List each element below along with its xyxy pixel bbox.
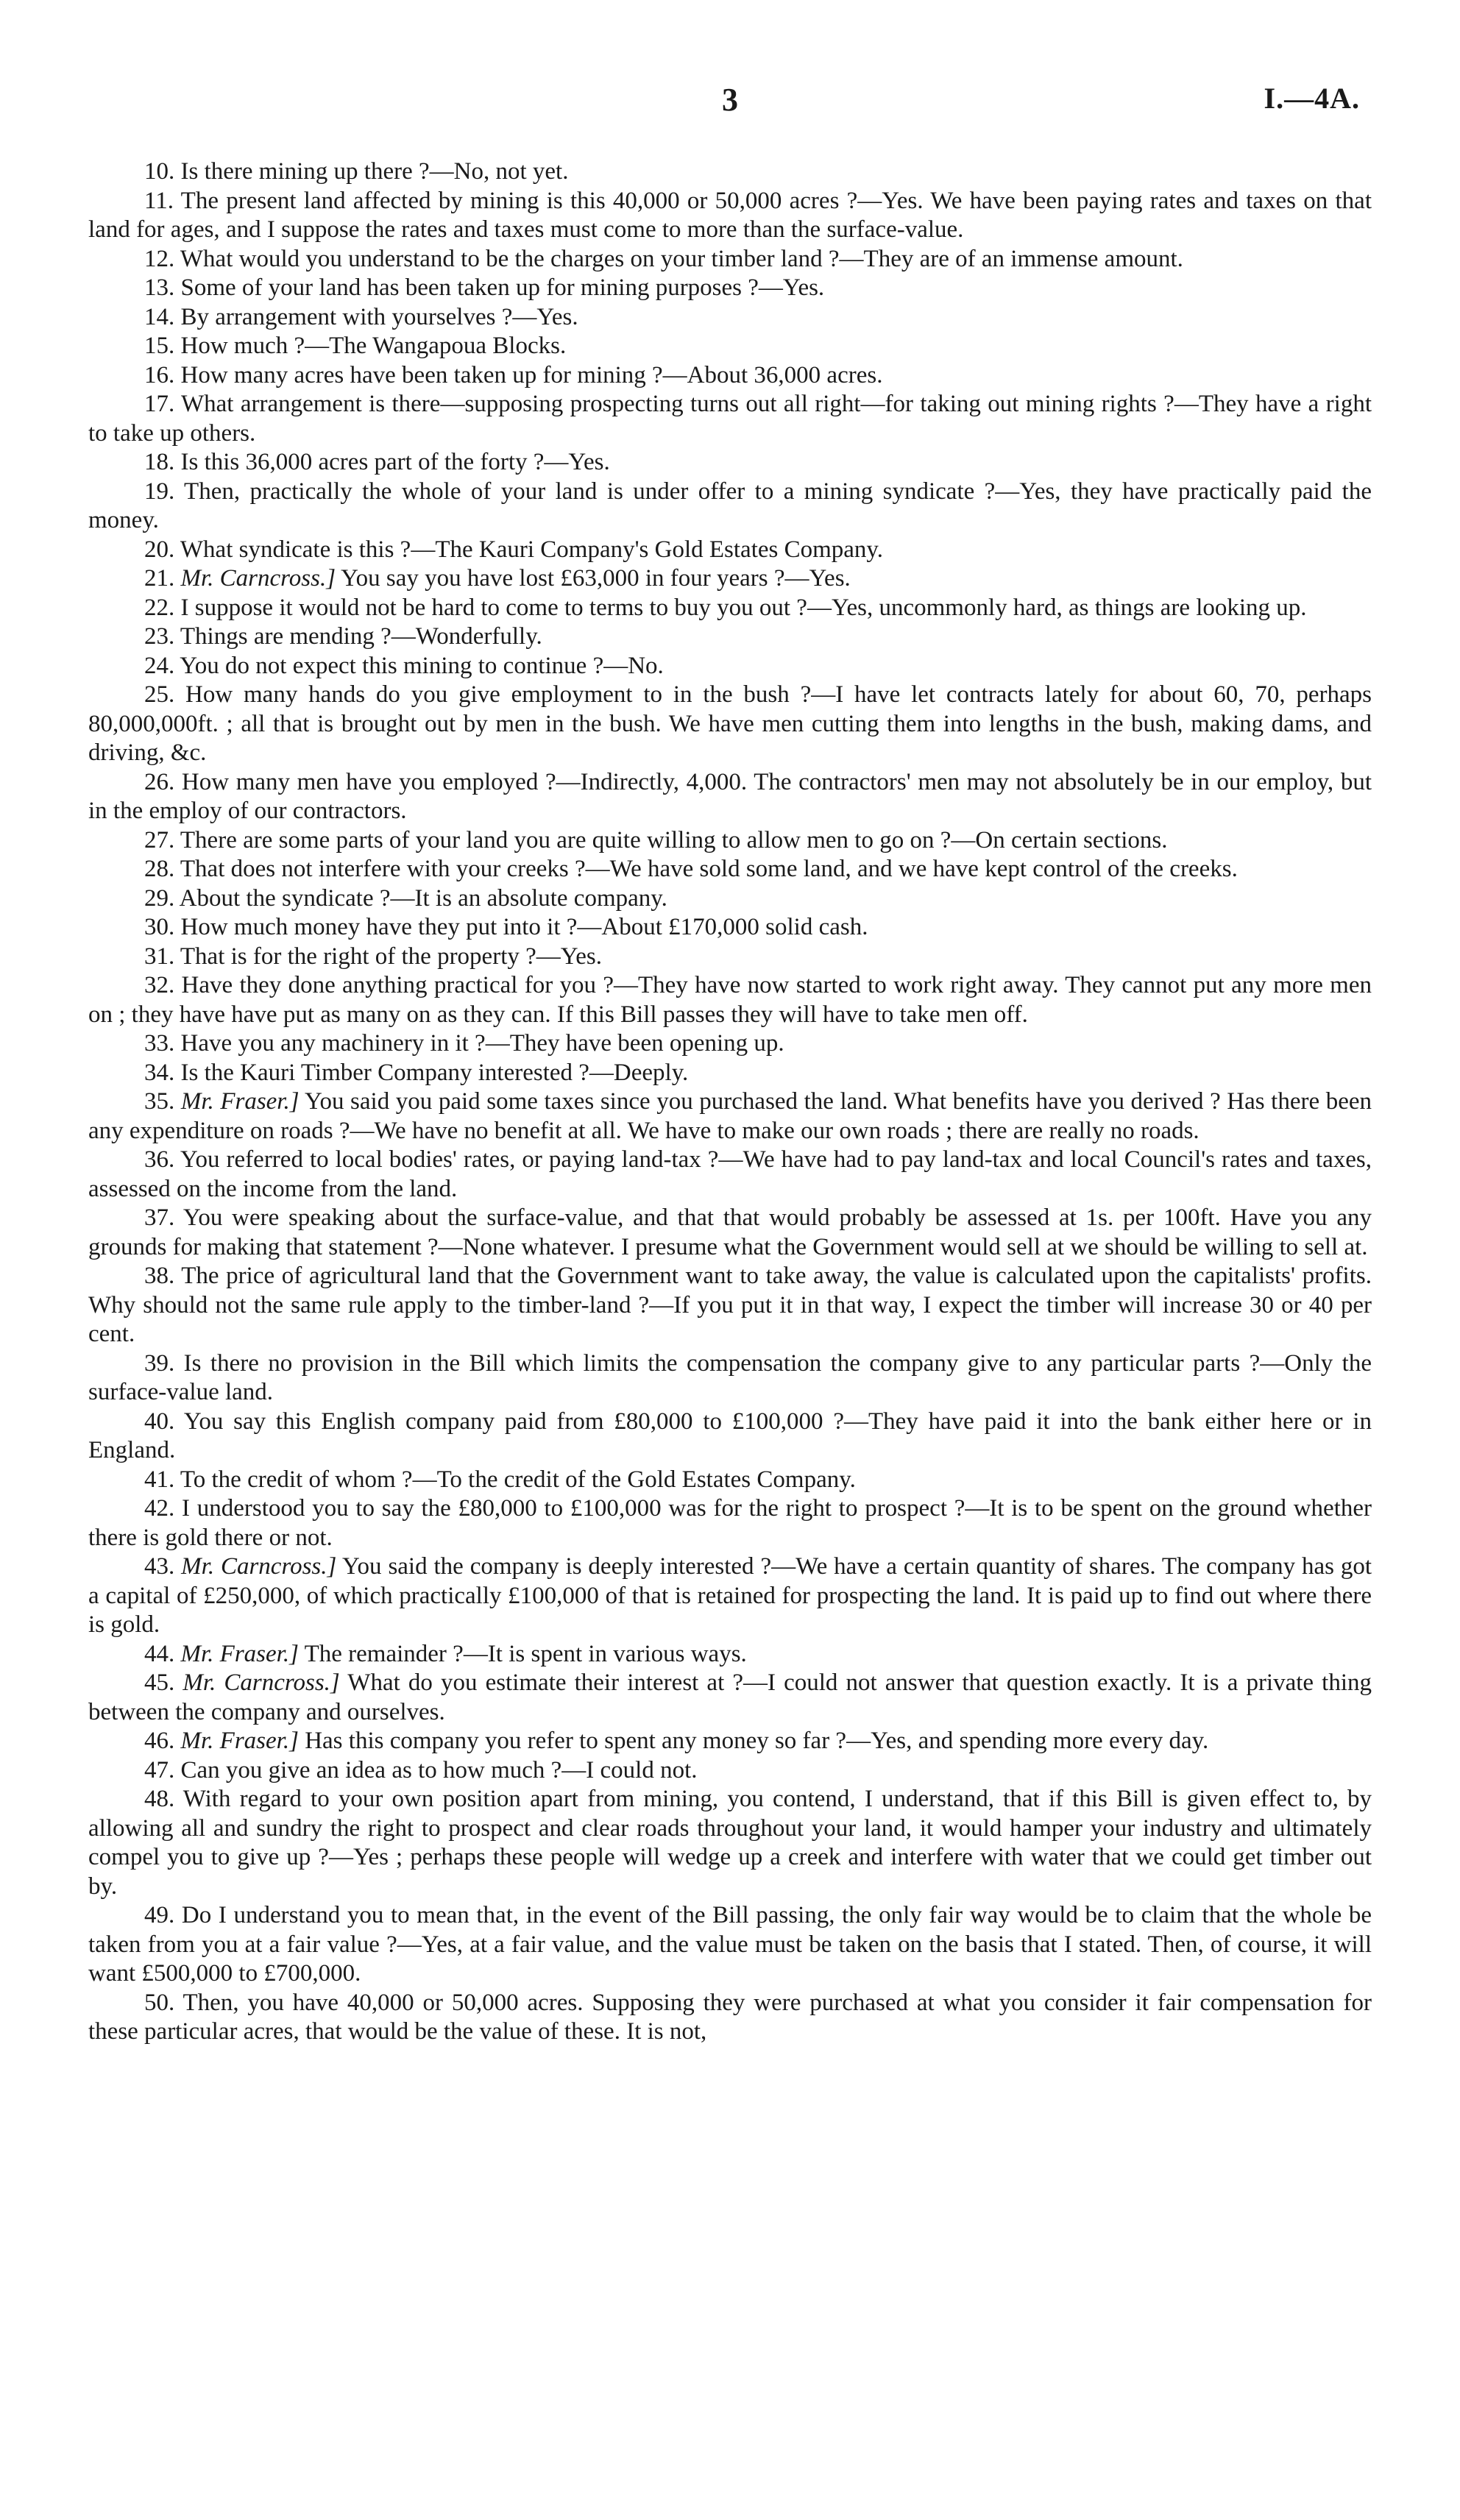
paragraph-text: The remainder ?—It is spent in various ways. xyxy=(304,1640,747,1667)
question-answer-paragraph xyxy=(88,274,1372,303)
speaker-name: Mr. Fraser.] xyxy=(180,1728,299,1754)
question-answer-paragraph xyxy=(88,1901,1372,1989)
question-number: 44. xyxy=(144,1640,175,1667)
question-answer-paragraph xyxy=(88,622,1372,652)
question-answer-paragraph xyxy=(88,1785,1372,1901)
question-answer-paragraph xyxy=(88,1727,1372,1756)
question-answer-paragraph xyxy=(88,594,1372,623)
paragraph-text: 14. By arrangement with yourselves ?—Yes. xyxy=(144,303,578,330)
paragraph-text: 10. Is there mining up there ?—No, not yet. xyxy=(144,158,569,185)
paragraph-text: You say you have lost £63,000 in four years ?—Yes. xyxy=(341,565,851,592)
question-answer-paragraph xyxy=(88,1029,1372,1059)
paragraph-text: 48. With regard to your own position apart from mining, you contend, I understand, that if this Bill is given effect to, by allowing all and sundry the right to prospect and clear roads throughout your land, it would hamper your industry and ultimately compel you to give up ?—Yes ; perhaps these people will wedge up a creek and interfere with water that we could get timber out by. xyxy=(88,1786,1372,1900)
paragraph-text: 32. Have they done anything practical for you ?—They have now started to work right away. They cannot put any more men on ; they have have put as many on as they can. If this Bill passes they will have to take men off. xyxy=(88,972,1372,1028)
question-answer-paragraph xyxy=(88,536,1372,565)
speaker-name: Mr. Carncross.] xyxy=(181,1553,337,1580)
question-answer-paragraph xyxy=(88,1408,1372,1466)
question-answer-paragraph xyxy=(88,448,1372,478)
question-answer-paragraph xyxy=(88,884,1372,914)
paragraph-text: 47. Can you give an idea as to how much ?—I could not. xyxy=(144,1756,698,1783)
question-answer-paragraph xyxy=(88,768,1372,826)
page-header xyxy=(0,81,1460,125)
paragraph-text: 18. Is this 36,000 acres part of the forty ?—Yes. xyxy=(144,449,610,475)
paragraph-text: 39. Is there no provision in the Bill which limits the compensation the company give to any particular parts ?—Only the surface-value land. xyxy=(88,1349,1372,1405)
paragraph-text: 12. What would you understand to be the charges on your timber land ?—They are of an immense amount. xyxy=(144,245,1183,272)
document-reference: I.—4A. xyxy=(1264,82,1360,115)
paragraph-text: 19. Then, practically the whole of your land is under offer to a mining syndicate ?—Yes, they have practically paid the money. xyxy=(88,478,1372,533)
question-answer-paragraph xyxy=(88,913,1372,943)
question-answer-paragraph xyxy=(88,681,1372,768)
paragraph-text: 28. That does not interfere with your creeks ?—We have sold some land, and we have kept control of the creeks. xyxy=(144,856,1238,882)
question-answer-paragraph xyxy=(88,1262,1372,1349)
paragraph-text: 37. You were speaking about the surface-value, and that that would probably be assessed at 1s. per 100ft. Have you any grounds for making that statement ?—None whatever. I presume what the Government would sell at we should be willing to sell at. xyxy=(88,1204,1372,1260)
paragraph-text: 33. Have you any machinery in it ?—They have been opening up. xyxy=(144,1030,784,1057)
question-number: 46. xyxy=(144,1728,175,1754)
paragraph-text: 22. I suppose it would not be hard to come to terms to buy you out ?—Yes, uncommonly hard, as things are looking up. xyxy=(144,594,1307,621)
question-answer-paragraph xyxy=(88,826,1372,856)
question-answer-paragraph xyxy=(88,478,1372,536)
question-answer-paragraph xyxy=(88,1059,1372,1088)
paragraph-text: 36. You referred to local bodies' rates, or paying land-tax ?—We have had to pay land-tax and local Council's rates and taxes, assessed on the income from the land. xyxy=(88,1146,1372,1202)
speaker-name: Mr. Carncross.] xyxy=(180,565,336,592)
paragraph-text: 42. I understood you to say the £80,000 to £100,000 was for the right to prospect ?—It is to be spent on the ground whether there is gold there or not. xyxy=(88,1495,1372,1551)
page-number: 3 xyxy=(722,82,738,118)
question-answer-paragraph xyxy=(88,1204,1372,1262)
speaker-name: Mr. Fraser.] xyxy=(180,1088,300,1115)
question-answer-paragraph xyxy=(88,943,1372,972)
question-answer-paragraph xyxy=(88,1349,1372,1408)
question-answer-paragraph xyxy=(88,187,1372,245)
paragraph-text: 50. Then, you have 40,000 or 50,000 acres. Supposing they were purchased at what you consider it fair compensation for these particular acres, that would be the value of these. It is not, xyxy=(88,1989,1372,2045)
paragraph-text: 11. The present land affected by mining is this 40,000 or 50,000 acres ?—Yes. We have been paying rates and taxes on that land for ages, and I suppose the rates and taxes must come to more than the surface-value. xyxy=(88,187,1372,243)
question-answer-paragraph xyxy=(88,1087,1372,1146)
paragraph-text: 23. Things are mending ?—Wonderfully. xyxy=(144,623,542,650)
paragraph-text: 34. Is the Kauri Timber Company interested ?—Deeply. xyxy=(144,1059,689,1086)
question-answer-paragraph xyxy=(88,245,1372,274)
speaker-name: Mr. Carncross.] xyxy=(182,1669,340,1696)
question-answer-paragraph xyxy=(88,1552,1372,1640)
paragraph-text: 16. How many acres have been taken up for mining ?—About 36,000 acres. xyxy=(144,361,883,388)
paragraph-text: 49. Do I understand you to mean that, in the event of the Bill passing, the only fair way would be to claim that the whole be taken from you at a fair value ?—Yes, at a fair value, and the value must be taken on the basis that I stated. Then, of course, it will want £500,000 to £700,000. xyxy=(88,1902,1372,1987)
paragraph-text: 40. You say this English company paid from £80,000 to £100,000 ?—They have paid it into the bank either here or in England. xyxy=(88,1408,1372,1463)
paragraph-text: 30. How much money have they put into it ?—About £170,000 solid cash. xyxy=(144,914,868,940)
question-number: 21. xyxy=(144,565,175,592)
question-answer-paragraph xyxy=(88,1640,1372,1669)
question-answer-paragraph xyxy=(88,332,1372,361)
question-number: 43. xyxy=(144,1553,175,1580)
paragraph-text: 31. That is for the right of the property ?—Yes. xyxy=(144,943,603,970)
testimony-body xyxy=(88,157,1372,2047)
paragraph-text: 25. How many hands do you give employment to in the bush ?—I have let contracts lately for about 60, 70, perhaps 80,000,000ft. ; all that is brought out by men in the bush. We have men cutting them into lengths in the bush, making dams, and driving, &c. xyxy=(88,681,1372,766)
paragraph-text: What do you estimate their interest at ?—I could not answer that question exactly. It is a private thing between the company and ourselves. xyxy=(88,1669,1372,1725)
paragraph-text: You said the company is deeply interested ?—We have a certain quantity of shares. The company has got a capital of £250,000, of which practically £100,000 of that is retained for prospecting the land. It is paid up to find out where there is gold. xyxy=(88,1553,1372,1638)
question-answer-paragraph xyxy=(88,1494,1372,1552)
paragraph-text: 13. Some of your land has been taken up for mining purposes ?—Yes. xyxy=(144,274,825,301)
question-answer-paragraph xyxy=(88,1466,1372,1495)
paragraph-text: 41. To the credit of whom ?—To the credit of the Gold Estates Company. xyxy=(144,1466,856,1493)
question-answer-paragraph xyxy=(88,1989,1372,2047)
speaker-name: Mr. Fraser.] xyxy=(180,1640,299,1667)
question-answer-paragraph xyxy=(88,1756,1372,1786)
question-answer-paragraph xyxy=(88,390,1372,448)
paragraph-text: 20. What syndicate is this ?—The Kauri Company's Gold Estates Company. xyxy=(144,536,884,563)
paragraph-text: 38. The price of agricultural land that the Government want to take away, the value is calculated upon the capitalists' profits. Why should not the same rule apply to the timber-land ?—If you put it in that way, I expect the timber will increase 30 or 40 per cent. xyxy=(88,1263,1372,1347)
question-answer-paragraph xyxy=(88,361,1372,391)
question-answer-paragraph xyxy=(88,564,1372,594)
paragraph-text: 27. There are some parts of your land you are quite willing to allow men to go on ?—On certain sections. xyxy=(144,826,1168,853)
paragraph-text: 17. What arrangement is there—supposing prospecting turns out all right—for taking out mining rights ?—They have a right to take up others. xyxy=(88,391,1372,447)
paragraph-text: You said you paid some taxes since you purchased the land. What benefits have you derived ? Has there been any expenditure on roads ?—We have no benefit at all. We have to make our own roads ; there are really no roads. xyxy=(88,1088,1372,1144)
question-answer-paragraph xyxy=(88,303,1372,333)
question-number: 45. xyxy=(144,1669,175,1696)
question-answer-paragraph xyxy=(88,1146,1372,1204)
question-answer-paragraph xyxy=(88,652,1372,681)
paragraph-text: 26. How many men have you employed ?—Indirectly, 4,000. The contractors' men may not absolutely be in our employ, but in the employ of our contractors. xyxy=(88,768,1372,824)
question-answer-paragraph xyxy=(88,971,1372,1029)
question-answer-paragraph xyxy=(88,855,1372,884)
paragraph-text: 24. You do not expect this mining to continue ?—No. xyxy=(144,652,664,679)
paragraph-text: Has this company you refer to spent any money so far ?—Yes, and spending more every day. xyxy=(305,1728,1209,1754)
question-number: 35. xyxy=(144,1088,175,1115)
question-answer-paragraph xyxy=(88,157,1372,187)
paragraph-text: 29. About the syndicate ?—It is an absolute company. xyxy=(144,884,667,912)
question-answer-paragraph xyxy=(88,1669,1372,1727)
paragraph-text: 15. How much ?—The Wangapoua Blocks. xyxy=(144,333,567,359)
